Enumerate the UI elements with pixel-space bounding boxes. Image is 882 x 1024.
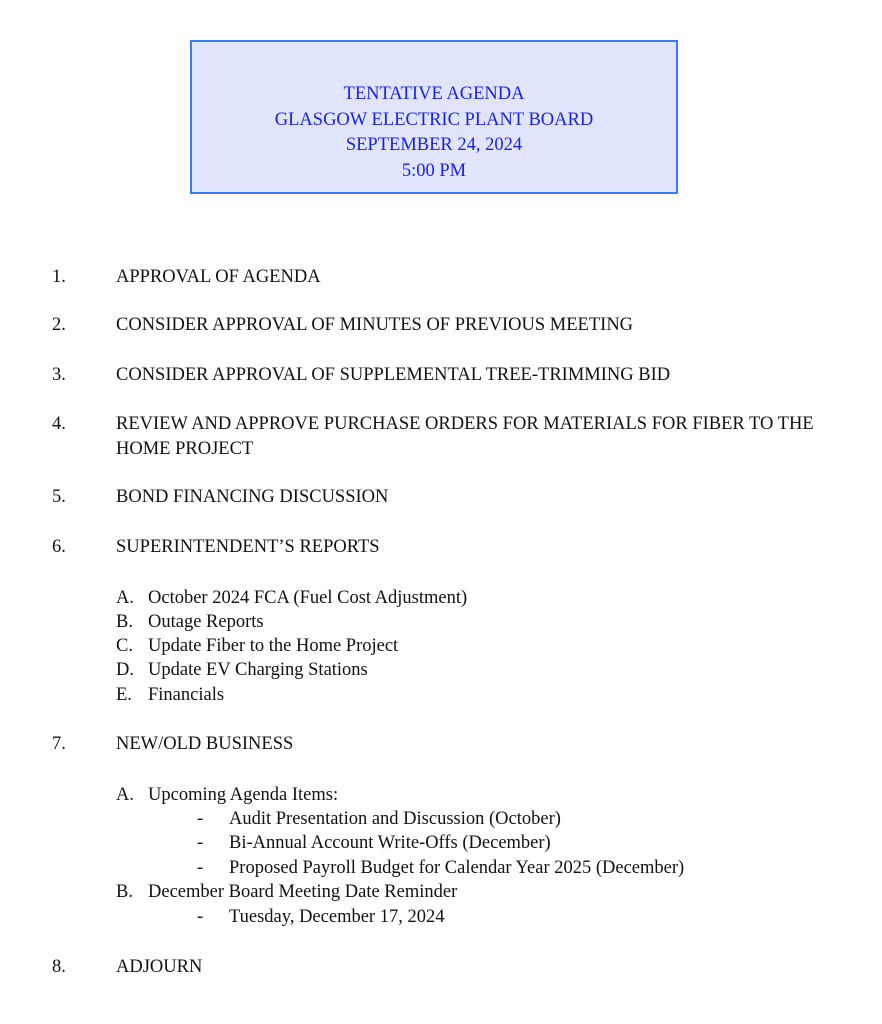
agenda-item-text: BOND FINANCING DISCUSSION [116,487,389,507]
subitem-letter: D. [116,660,134,680]
bullet-text: Tuesday, December 17, 2024 [229,907,445,927]
subitem-letter: B. [116,882,133,902]
agenda-item-number: 1. [52,267,66,287]
bullet-dash: - [197,809,204,829]
meeting-time: 5:00 PM [401,160,467,181]
bullet-dash: - [197,907,204,927]
agenda-subitem [116,880,457,905]
agenda-subitem [116,683,224,708]
subitem-letter: C. [116,636,133,656]
agenda-subitem [116,783,338,808]
agenda-item-number: 4. [52,414,66,434]
subitem-text: Upcoming Agenda Items: [148,785,339,805]
bullet-text: Audit Presentation and Discussion (October) [229,809,561,829]
bullet-text: Bi-Annual Account Write-Offs (December) [229,833,551,853]
agenda-item-text: CONSIDER APPROVAL OF SUPPLEMENTAL TREE-TRIMMING BID [116,365,671,385]
subitem-text: Update EV Charging Stations [148,660,368,680]
subitem-letter: A. [116,785,134,805]
agenda-title: TENTATIVE AGENDA [343,84,525,104]
organization-name: GLASGOW ELECTRIC PLANT BOARD [274,109,594,130]
agenda-item-number: 2. [52,315,66,335]
bullet-dash: - [197,833,204,853]
bullet-dash: - [197,858,204,878]
agenda-item-text: ADJOURN [116,957,203,977]
agenda-item-number: 7. [52,734,66,754]
subitem-text: Outage Reports [148,612,264,632]
subitem-text: October 2024 FCA (Fuel Cost Adjustment) [148,588,468,608]
agenda-item-number: 5. [52,487,66,507]
subitem-text: Financials [148,685,225,705]
agenda-item-number: 6. [52,537,66,557]
agenda-subitem [116,610,264,635]
subitem-text: Update Fiber to the Home Project [148,636,399,656]
subitem-letter: B. [116,612,133,632]
agenda-header-box [190,40,678,194]
agenda-item-text: SUPERINTENDENT’S REPORTS [116,537,380,557]
subitem-letter: E. [116,685,132,705]
agenda-item-number: 8. [52,957,66,977]
subitem-text: December Board Meeting Date Reminder [148,882,458,902]
subitem-letter: A. [116,588,134,608]
agenda-item-text: NEW/OLD BUSINESS [116,734,294,754]
bullet-text: Proposed Payroll Budget for Calendar Year 2025 (December) [229,858,685,878]
agenda-subitem [116,634,398,659]
meeting-date: SEPTEMBER 24, 2024 [345,135,523,155]
agenda-item-text: REVIEW AND APPROVE PURCHASE ORDERS FOR MATERIALS FOR FIBER TO THE HOME PROJECT [116,414,814,459]
agenda-item-text: CONSIDER APPROVAL OF MINUTES OF PREVIOUS MEETING [116,315,634,335]
agenda-subitem [116,586,467,611]
agenda-item-number: 3. [52,365,66,385]
agenda-subitem [116,658,368,683]
agenda-item-text: APPROVAL OF AGENDA [116,267,321,287]
